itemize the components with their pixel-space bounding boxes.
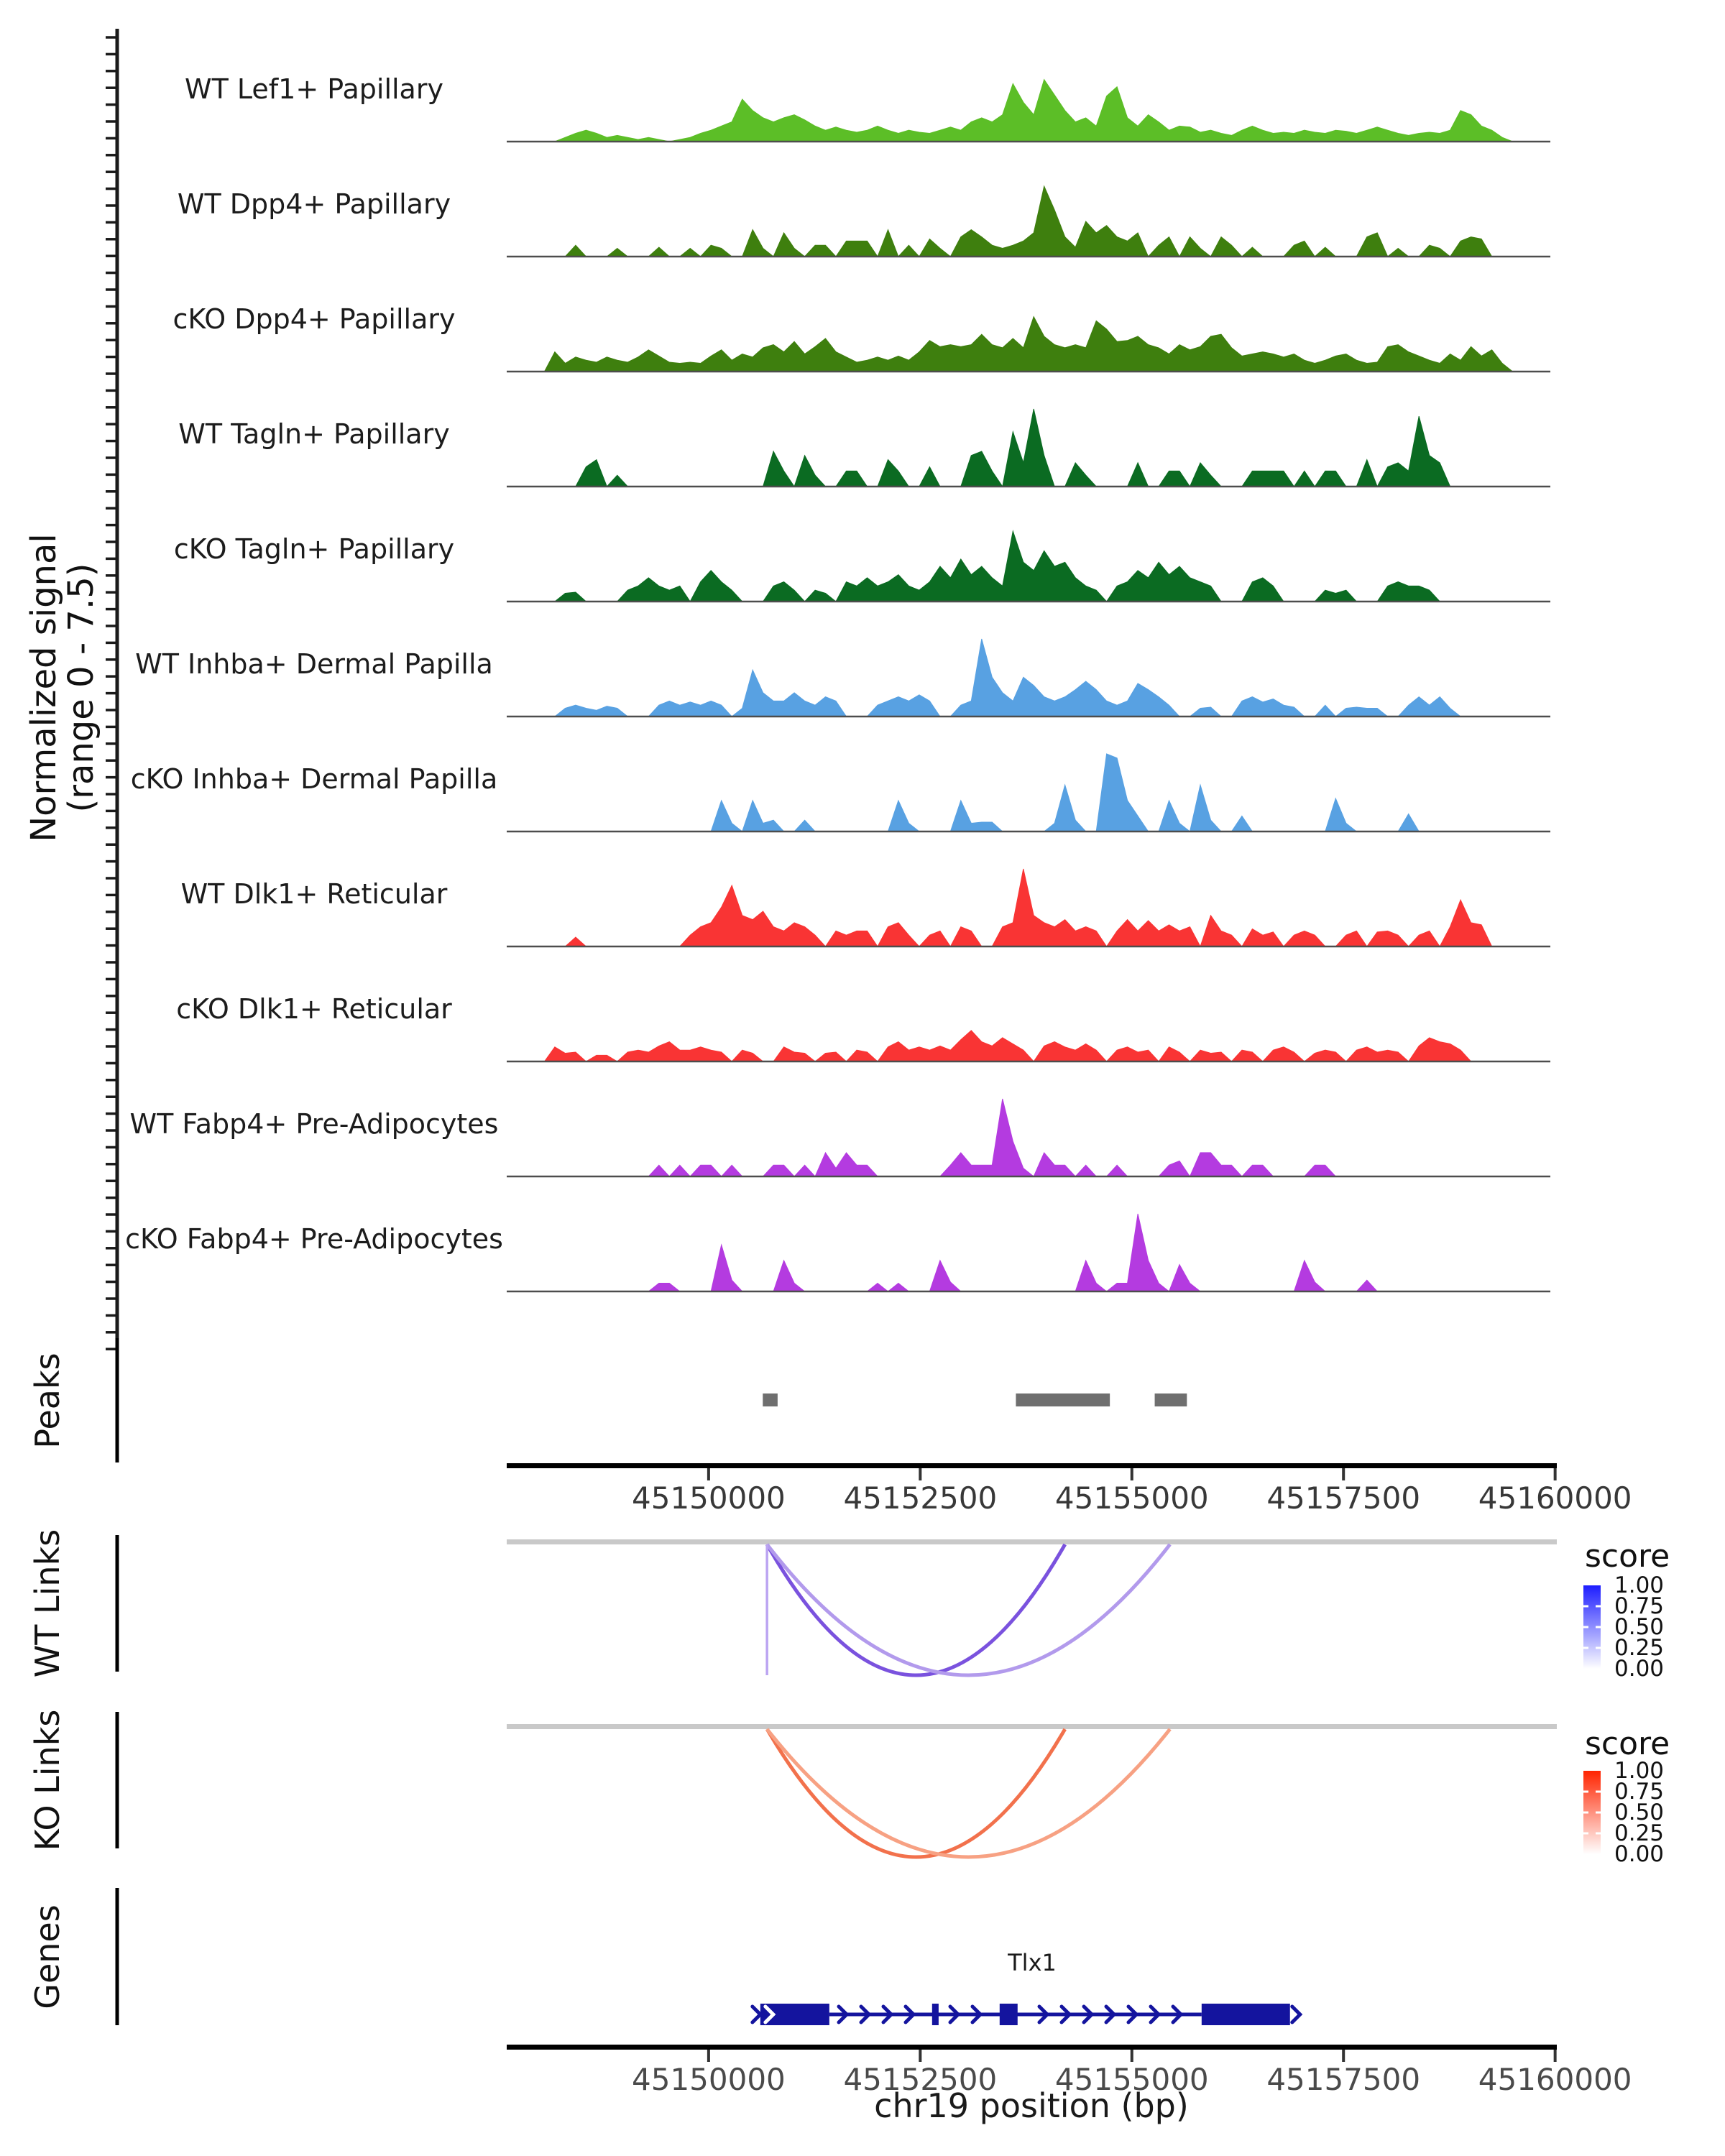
signal-tracks: [125, 73, 1550, 1291]
sidebar-label-ko-links: KO Links: [28, 1709, 67, 1851]
signal-area: [513, 1031, 1544, 1061]
signal-area: [513, 80, 1544, 142]
legend-label: 0.00: [1614, 1841, 1665, 1867]
gene-model-track: [753, 2004, 1300, 2025]
ko-score-legend-title: score: [1585, 1726, 1670, 1762]
sidebar-axes: [106, 29, 117, 2025]
wt-score-legend-title: score: [1585, 1538, 1670, 1575]
track-label: WT Fabp4+ Pre-Adipocytes: [129, 1108, 499, 1140]
gene-exon: [1202, 2004, 1290, 2025]
peaks-position-axis: [507, 1463, 1632, 1516]
peaks-track: [763, 1393, 1187, 1406]
legend-label: 1.00: [1614, 1572, 1665, 1598]
signal-area: [513, 1099, 1544, 1176]
axis-tick-label: 45150000: [632, 1480, 786, 1516]
signal-area: [513, 531, 1544, 602]
axis-tick-label: 45155000: [1054, 1480, 1209, 1516]
axis-tick-label: 45160000: [1478, 2062, 1632, 2097]
axis-tick-label: 45150000: [632, 2062, 786, 2097]
link-arc: [767, 1544, 1170, 1675]
legend-label: 0.50: [1614, 1800, 1665, 1825]
track-label: WT Inhba+ Dermal Papilla: [135, 648, 493, 680]
peak-region: [763, 1393, 778, 1406]
strand-direction-chevron: [1292, 2007, 1300, 2022]
score-legends: [1583, 1572, 1664, 1867]
signal-area: [513, 754, 1544, 831]
gene-name-label: Tlx1: [1008, 1949, 1057, 1976]
track-label: cKO Tagln+ Papillary: [173, 533, 455, 565]
signal-area: [513, 869, 1544, 946]
peak-region: [1155, 1393, 1187, 1406]
axis-tick-label: 45157500: [1266, 2062, 1421, 2097]
axis-tick-label: 45160000: [1478, 1480, 1632, 1516]
link-arc: [767, 1729, 1170, 1857]
signal-area: [513, 317, 1544, 372]
axis-line: [507, 1463, 1557, 1468]
signal-area: [513, 639, 1544, 717]
track-label: WT Dlk1+ Reticular: [180, 878, 448, 910]
signal-area: [513, 409, 1544, 487]
axis-tick-label: 45157500: [1266, 1480, 1421, 1516]
legend-label: 0.25: [1614, 1635, 1665, 1661]
legend-label: 0.75: [1614, 1779, 1665, 1805]
links-baseline: [507, 1724, 1557, 1729]
signal-area: [513, 1214, 1544, 1291]
sidebar-label-wt-links: WT Links: [28, 1529, 67, 1678]
legend-label: 0.25: [1614, 1820, 1665, 1846]
axis-tick-label: 45152500: [843, 1480, 998, 1516]
sidebar-label-peaks: Peaks: [28, 1353, 67, 1449]
link-arc: [767, 1729, 1065, 1857]
legend-label: 1.00: [1614, 1758, 1665, 1784]
gene-exon: [932, 2004, 939, 2025]
track-label: WT Tagln+ Papillary: [178, 418, 450, 450]
track-label: cKO Fabp4+ Pre-Adipocytes: [125, 1223, 503, 1255]
strand-direction-chevron: [753, 2007, 760, 2022]
sidebar-label-genes: Genes: [28, 1904, 67, 2009]
axis-tick-label: 45152500: [843, 2062, 998, 2097]
signal-area: [513, 186, 1544, 257]
links-baseline: [507, 1539, 1557, 1544]
legend-label: 0.75: [1614, 1593, 1665, 1619]
track-label: WT Dpp4+ Papillary: [177, 188, 451, 220]
gene-exon: [760, 2004, 829, 2025]
axis-tick-label: 45155000: [1054, 2062, 1209, 2097]
y-axis-label-line1: Normalized signal: [24, 533, 64, 842]
link-arc: [767, 1544, 1065, 1675]
track-label: cKO Dlk1+ Reticular: [176, 993, 452, 1025]
legend-label: 0.50: [1614, 1614, 1665, 1640]
axis-line: [507, 2045, 1557, 2050]
x-axis-title: chr19 position (bp): [874, 2086, 1189, 2125]
track-label: WT Lef1+ Papillary: [185, 73, 443, 105]
y-axis-label-line2: (range 0 - 7.5): [61, 563, 101, 813]
track-label: cKO Dpp4+ Papillary: [172, 303, 456, 335]
track-label: cKO Inhba+ Dermal Papilla: [130, 763, 498, 795]
links-tracks: [507, 1539, 1557, 1857]
gene-exon: [1000, 2004, 1018, 2025]
peak-region: [1016, 1393, 1110, 1406]
legend-label: 0.00: [1614, 1656, 1665, 1682]
